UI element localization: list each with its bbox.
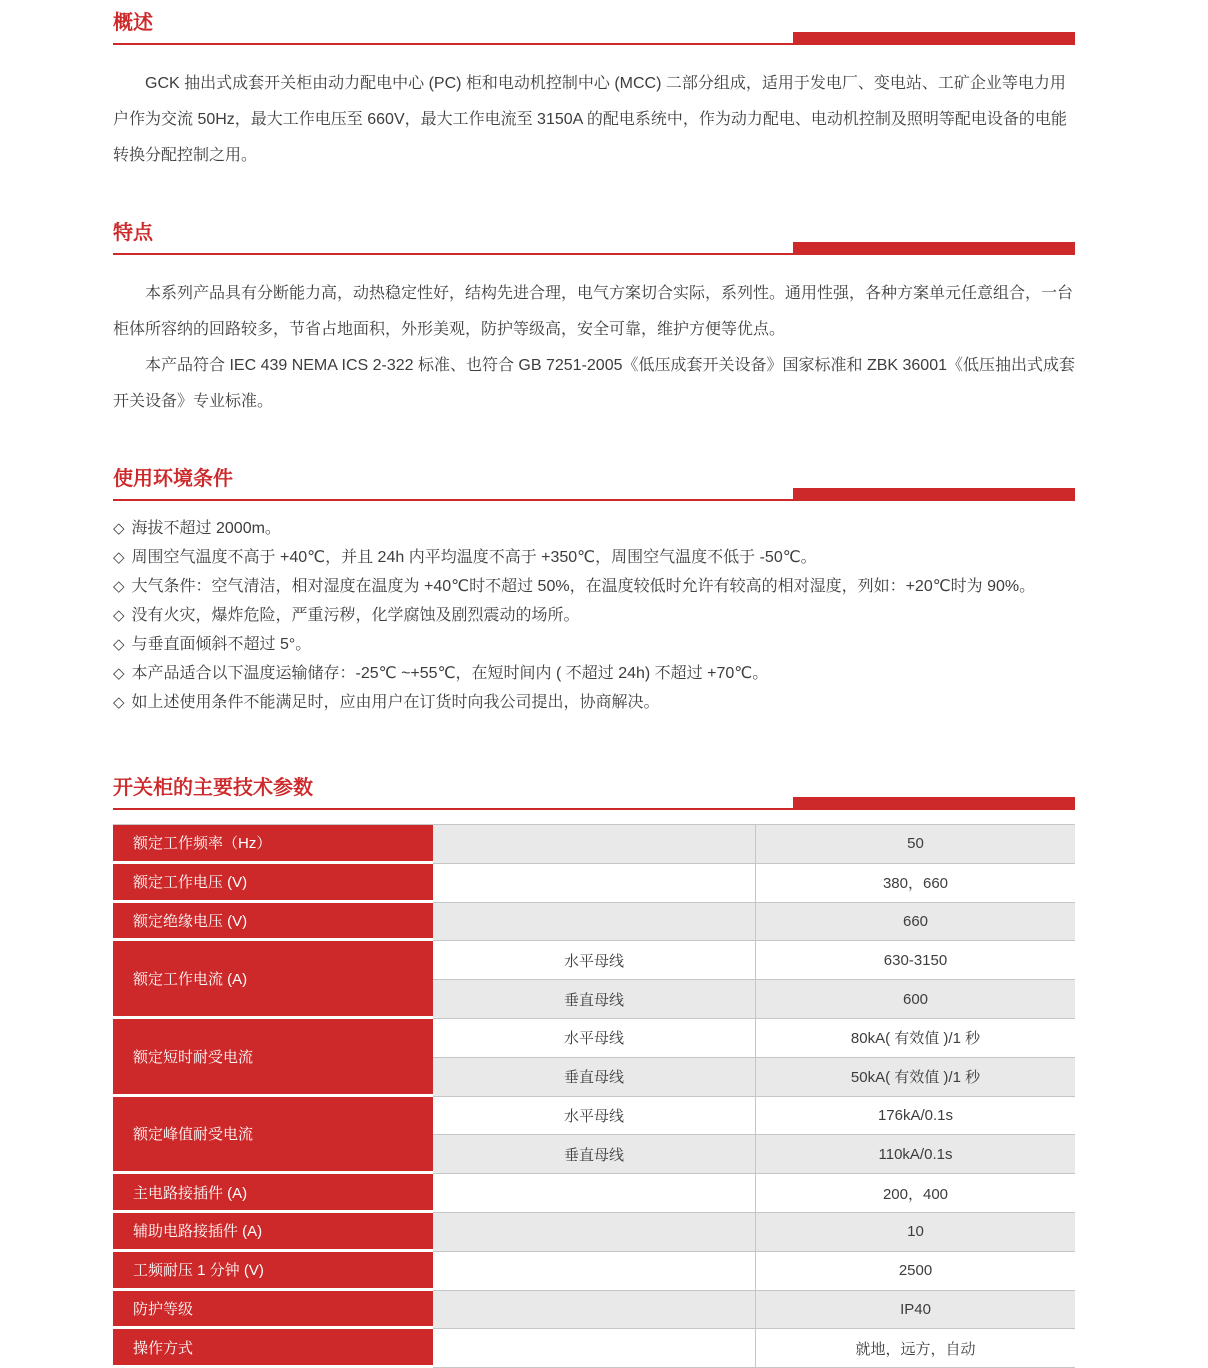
param-label: 防护等级 (113, 1291, 433, 1330)
section-parameters (113, 775, 1075, 1368)
env-condition-item (113, 572, 1075, 601)
param-subcategory (433, 1174, 755, 1213)
param-label: 额定工作电流 (A) (113, 941, 433, 1019)
diamond-bullet-icon: ◇ (113, 636, 125, 653)
param-label: 额定工作频率（Hz） (113, 825, 433, 864)
section-environment (113, 466, 1075, 717)
param-subcategory: 水平母线 (433, 941, 755, 980)
heading-accent-bar (793, 242, 1075, 255)
param-label: 额定工作电压 (V) (113, 864, 433, 903)
env-condition-item (113, 514, 1075, 543)
param-label: 辅助电路接插件 (A) (113, 1213, 433, 1252)
section-title-overview (113, 10, 1075, 45)
param-label: 额定绝缘电压 (V) (113, 903, 433, 942)
section-title-parameters (113, 775, 1075, 810)
section-features (113, 220, 1075, 420)
param-subcategory: 垂直母线 (433, 1135, 755, 1174)
heading-accent-bar (793, 32, 1075, 45)
param-value: 630-3150 (755, 941, 1075, 980)
param-value: 200，400 (755, 1174, 1075, 1213)
env-condition-item (113, 601, 1075, 630)
diamond-bullet-icon: ◇ (113, 694, 125, 711)
features-paragraph-2: 本产品符合 IEC 439 NEMA ICS 2-322 标准、也符合 GB 7251-2005《低压成套开关设备》国家标准和 ZBK 36001《低压抽出式成套开关设备》专业标准。 (113, 357, 1076, 410)
param-subcategory: 水平母线 (433, 1097, 755, 1136)
param-subcategory (433, 1291, 755, 1330)
env-condition-text: 本产品适合以下温度运输储存：-25℃ ~+55℃，在短时间内 ( 不超过 24h) 不超过 +70℃。 (131, 665, 769, 682)
env-condition-text: 与垂直面倾斜不超过 5°。 (131, 636, 312, 653)
param-label: 工频耐压 1 分钟 (V) (113, 1252, 433, 1291)
param-value: 2500 (755, 1252, 1075, 1291)
env-condition-text: 如上述使用条件不能满足时，应由用户在订货时向我公司提出，协商解决。 (131, 694, 660, 711)
section-overview (113, 10, 1075, 174)
param-value: 就地，远方，自动 (755, 1329, 1075, 1368)
section-title-text: 特点 (113, 222, 153, 244)
param-label: 操作方式 (113, 1329, 433, 1368)
param-value: 380，660 (755, 864, 1075, 903)
param-value: 600 (755, 980, 1075, 1019)
env-condition-text: 没有火灾，爆炸危险，严重污秽，化学腐蚀及剧烈震动的场所。 (131, 607, 580, 624)
env-condition-text: 大气条件：空气清洁，相对湿度在温度为 +40℃时不超过 50%，在温度较低时允许有较高的相对湿度，列如：+20℃时为 90%。 (131, 578, 1036, 595)
page-content (113, 0, 1075, 1368)
heading-accent-bar (793, 488, 1075, 501)
param-value: 80kA( 有效值 )/1 秒 (755, 1019, 1075, 1058)
param-subcategory (433, 864, 755, 903)
section-title-text: 使用环境条件 (113, 468, 233, 490)
features-paragraph-1: 本系列产品具有分断能力高，动热稳定性好，结构先进合理，电气方案切合实际，系列性。通用性强，各种方案单元任意组合，一台柜体所容纳的回路较多，节省占地面积，外形美观，防护等级高，安全可靠，维护方便等优点。 (113, 285, 1074, 338)
section-title-text: 开关柜的主要技术参数 (113, 777, 313, 799)
diamond-bullet-icon: ◇ (113, 578, 125, 595)
env-condition-item (113, 659, 1075, 688)
parameters-table (113, 824, 1075, 1368)
overview-paragraph: GCK 抽出式成套开关柜由动力配电中心 (PC) 柜和电动机控制中心 (MCC) 二部分组成，适用于发电厂、变电站、工矿企业等电力用户作为交流 50Hz，最大工作电压至 660V，最大工作电流至 3150A 的配电系统中，作为动力配电、电动机控制及照明等配电设备的电能转换分配控制之用。 (113, 75, 1067, 164)
param-label: 主电路接插件 (A) (113, 1174, 433, 1213)
param-subcategory: 垂直母线 (433, 1058, 755, 1097)
param-label: 额定短时耐受电流 (113, 1019, 433, 1097)
param-subcategory: 垂直母线 (433, 980, 755, 1019)
param-value: IP40 (755, 1291, 1075, 1330)
param-subcategory (433, 903, 755, 942)
param-subcategory: 水平母线 (433, 1019, 755, 1058)
param-label: 额定峰值耐受电流 (113, 1097, 433, 1175)
env-condition-text: 周围空气温度不高于 +40℃，并且 24h 内平均温度不高于 +350℃，周围空气温度不低于 -50℃。 (131, 549, 817, 566)
diamond-bullet-icon: ◇ (113, 549, 125, 566)
param-value: 50kA( 有效值 )/1 秒 (755, 1058, 1075, 1097)
param-value: 10 (755, 1213, 1075, 1252)
param-value: 50 (755, 825, 1075, 864)
diamond-bullet-icon: ◇ (113, 665, 125, 682)
diamond-bullet-icon: ◇ (113, 607, 125, 624)
param-subcategory (433, 825, 755, 864)
param-subcategory (433, 1213, 755, 1252)
section-title-environment (113, 466, 1075, 501)
param-subcategory (433, 1329, 755, 1368)
heading-accent-bar (793, 797, 1075, 810)
param-value: 176kA/0.1s (755, 1097, 1075, 1136)
env-condition-item (113, 630, 1075, 659)
section-title-text: 概述 (113, 12, 153, 34)
environment-conditions-list (113, 514, 1075, 717)
env-condition-item (113, 688, 1075, 717)
param-subcategory (433, 1252, 755, 1291)
diamond-bullet-icon: ◇ (113, 520, 125, 537)
section-title-features (113, 220, 1075, 255)
param-value: 660 (755, 903, 1075, 942)
env-condition-item (113, 543, 1075, 572)
param-value: 110kA/0.1s (755, 1135, 1075, 1174)
env-condition-text: 海拔不超过 2000m。 (131, 520, 281, 537)
